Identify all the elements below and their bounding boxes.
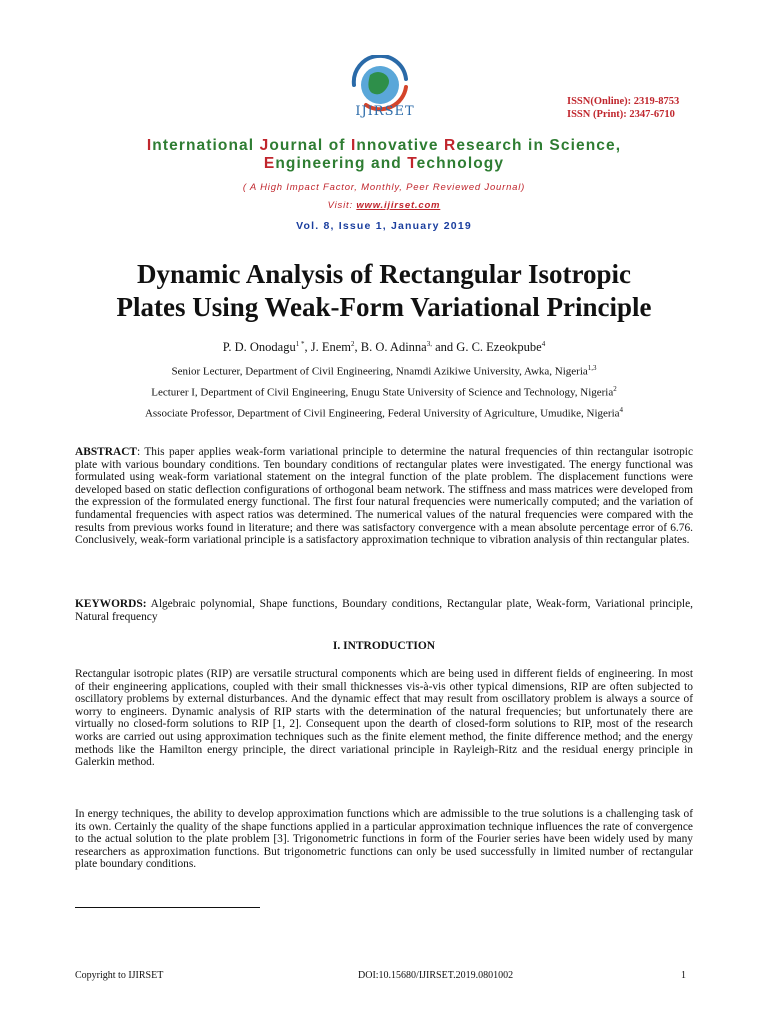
keywords <box>75 598 693 623</box>
journal-visit: Visit: www.ijirset.com <box>327 200 441 211</box>
footer-page-number: 1 <box>681 970 686 981</box>
affiliation-2: Lecturer I, Department of Civil Engineering, Enugu State University of Science and Technology, Nigeria$^2$ <box>151 385 617 399</box>
abstract-label: ABSTRACT <box>75 446 138 458</box>
issn-online: ISSN(Online): 2319-8753 <box>567 96 680 107</box>
journal-url-link[interactable]: www.ijirset.com <box>356 200 441 211</box>
footer-copyright: Copyright to IJIRSET <box>75 970 164 981</box>
author-name: G. C. Ezeokpube <box>456 340 542 355</box>
footer-doi: DOI:10.15680/IJIRSET.2019.0801002 <box>358 970 514 981</box>
keywords-label: KEYWORDS: <box>75 598 147 610</box>
intro-paragraph-2: In energy techniques, the ability to develop approximation functions which are admissible to the true solutions is a challenging task of its own. Certainly the quality of the shape functions applied in a particular approximation technique influences the rate of convergence to the actual solution to the plate problem [3]. Trigonometric functions in form of the Fourier series have been widely used by many researchers as approximation functions. But trigonometric functions can only be used successfully in limited number of rectangular plate boundary conditions. <box>75 808 693 871</box>
author-name: P. D. Onodagu <box>222 340 296 355</box>
journal-logo-text: IJIRSET <box>355 104 415 119</box>
author-name: B. O. Adinna <box>360 340 427 355</box>
issn-block <box>567 95 679 121</box>
journal-name-line1: International Journal of Innovative Research in Science, <box>146 137 622 154</box>
footnote-rule <box>75 907 260 908</box>
journal-name-line2: Engineering and Technology <box>263 155 505 172</box>
abstract <box>75 446 693 547</box>
journal-volume: Vol. 8, Issue 1, January 2019 <box>296 220 472 232</box>
journal-subtitle: ( A High Impact Factor, Monthly, Peer Reviewed Journal) <box>242 182 526 193</box>
affiliation-3: Associate Professor, Department of Civil Engineering, Federal University of Agriculture, Umudike, Nigeria$^4$ <box>144 406 624 420</box>
keywords-text: Algebraic polynomial, Shape functions, Boundary conditions, Rectangular plate, Weak-form, Variational principle, Natural frequency <box>75 598 693 623</box>
paper-title: Dynamic Analysis of Rectangular Isotropic Plates Using Weak-Form Variational Principle <box>116 259 652 322</box>
intro-paragraph-1: Rectangular isotropic plates (RIP) are versatile structural components which are being used in different fields of engineering. In most of their engineering applications, coupled with their small thicknesses vis-à-vis other typical dimensions, RIP are often subjected to oscillatory problems by external disturbances. And the dynamic effect that may result from oscillatory problem is always a source of worry to engineers. Dynamic analysis of RIP starts with the determination of the natural frequencies; but unfortunately there are virtually no closed-form solutions to RIP [1, 2]. Consequent upon the dearth of closed-form solutions to RIP, most of the research works are carried out using approximation techniques such as the finite element method, the finite difference method; and the energy methods like the Hamilton energy principle, the direct variational principle in Rayleigh-Ritz and the residual energy principle in Galerkin method. <box>75 668 693 769</box>
abstract-text: : This paper applies weak-form variational principle to determine the natural frequencies of thin rectangular isotropic plate with various boundary conditions. Ten boundary conditions of rectangular plates were investigated. The energy functional was formulated using weak-form variational statement on the integral function of the plate problem. The displacement functions were developed based on static deflection configurations of orthogonal beam network. The stiffness and mass matrices were developed from the expression of the formulated energy functional. The first four natural frequencies were numerically computed; and the variation of fundamental frequencies with aspect ratios was determined. The numerical values of the natural frequencies were compared with the results from previous works found in literature; and there was satisfactory convergence with a mean absolute percentage error of 6.76. Conclusively, weak-form variational principle is a satisfactory approximation technique to vibration analysis of thin rectangular plates. <box>75 446 693 547</box>
author-name: J. Enem <box>310 340 351 355</box>
section-heading: I. INTRODUCTION <box>332 640 436 652</box>
issn-print: ISSN (Print): 2347-6710 <box>567 109 675 120</box>
author-list: P. D. Onodagu$^{1 *}$, J. Enem$^2$, B. O. Adinna$^{3,}$ and G. C. Ezeokpube$^4$ <box>222 340 546 355</box>
affiliation-1: Senior Lecturer, Department of Civil Engineering, Nnamdi Azikiwe University, Awka, Nigeria$^{1,3}$ <box>171 364 597 378</box>
